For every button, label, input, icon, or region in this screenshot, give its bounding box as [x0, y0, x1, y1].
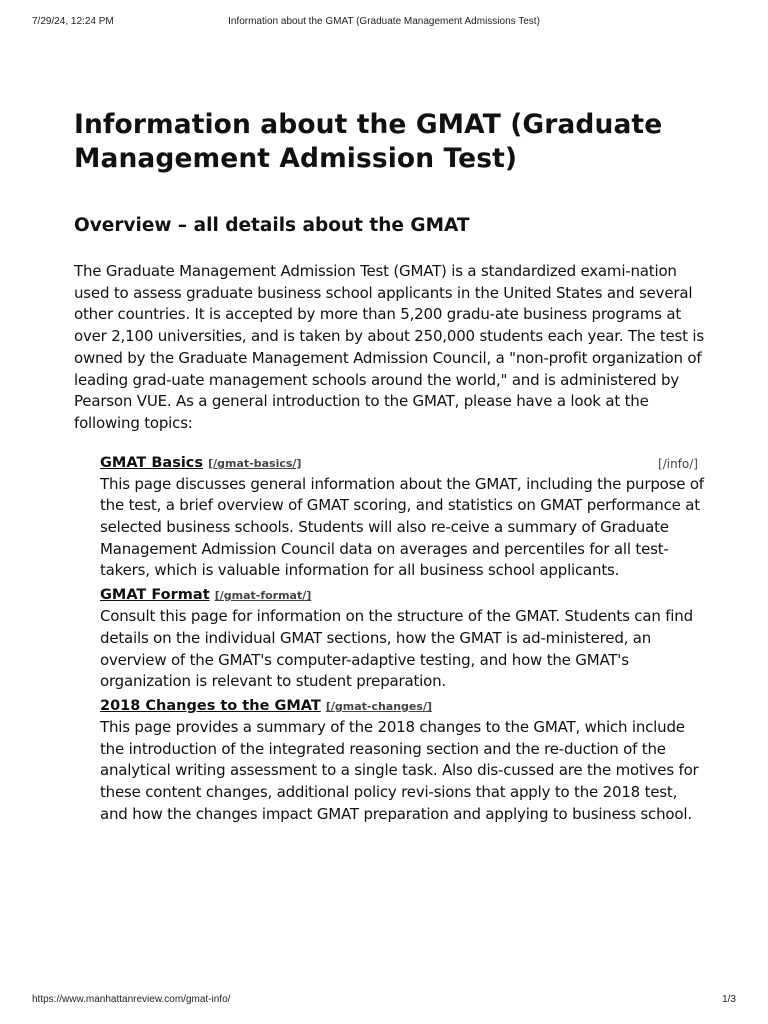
- print-title: Information about the GMAT (Graduate Management Admissions Test): [228, 16, 540, 27]
- document-content: [74, 108, 704, 828]
- topic-path-gmat-basics[interactable]: [/gmat-basics/]: [208, 456, 302, 470]
- section-heading-overview: Overview – all details about the GMAT: [74, 215, 470, 236]
- page-title: Information about the GMAT (Graduate Management Admission Test): [74, 109, 663, 174]
- topic-description: This page discusses general information about the GMAT, including the purpose of the test, a brief overview of GMAT scoring, and statistics on GMAT performance at selected business schools. Students will also re-ceive a summary of Graduate Management Admission Council data on averages and percentiles for all test-takers, which is valuable information for all business school applicants.: [100, 474, 704, 580]
- topic-gmat-format: [100, 585, 704, 693]
- topic-description: This page provides a summary of the 2018 changes to the GMAT, which include the introduction of the integrated reasoning section and the re-duction of the analytical writing assessment to a single task. Also dis-cussed are the motives for these content changes, additional policy revi-sions that apply to the 2018 test, and how the changes impact GMAT preparation and applying to business school.: [100, 717, 699, 823]
- print-url: https://www.manhattanreview.com/gmat-info/: [32, 994, 231, 1005]
- topic-gmat-basics: [100, 453, 704, 583]
- topic-link-gmat-changes[interactable]: 2018 Changes to the GMAT: [100, 697, 321, 714]
- topic-gmat-changes: [100, 696, 704, 826]
- topic-link-gmat-format[interactable]: GMAT Format: [100, 587, 210, 604]
- info-link-ref[interactable]: [/info/]: [658, 456, 698, 471]
- topic-path-gmat-format[interactable]: [/gmat-format/]: [214, 589, 312, 603]
- topic-list: [74, 453, 704, 826]
- intro-paragraph: The Graduate Management Admission Test (GMAT) is a standardized exami-nation used to assess graduate business school applicants in the United States and several other countries. It is accepted by more than 5,200 gradu-ate business programs at over 2,100 universities, and is taken by about 250,000 students each year. The test is owned by the Graduate Management Admission Council, a "non-profit organization of leading grad-uate management schools around the world," and is administered by Pearson VUE. As a general introduction to the GMAT, please have a look at the following topics:: [74, 262, 704, 432]
- topic-path-gmat-changes[interactable]: [/gmat-changes/]: [325, 699, 432, 713]
- page-number: 1/3: [722, 994, 736, 1005]
- topic-description: Consult this page for information on the structure of the GMAT. Students can find details on the individual GMAT sections, how the GMAT is ad-ministered, an overview of the GMAT's computer-adaptive testing, and how the GMAT's organization is relevant to student preparation.: [100, 607, 693, 691]
- print-datetime: 7/29/24, 12:24 PM: [32, 16, 114, 27]
- topic-link-gmat-basics[interactable]: GMAT Basics: [100, 454, 204, 471]
